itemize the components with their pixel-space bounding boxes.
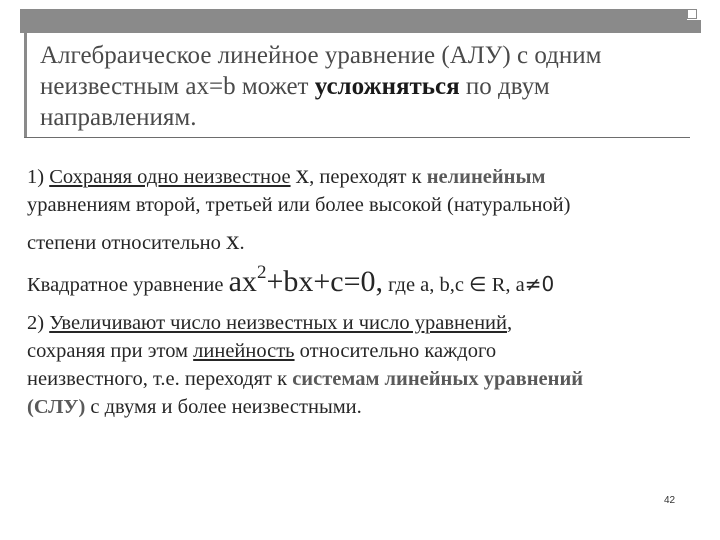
body-text: относительно каждого — [294, 340, 497, 362]
item-1 — [27, 160, 707, 219]
highlight-text: нелинейным — [426, 166, 546, 188]
item-1-line-1 — [27, 160, 707, 191]
condition-text: R, a — [486, 274, 525, 296]
corner-square-white — [687, 9, 697, 19]
item-number: 2) — [27, 312, 50, 334]
title-emphasis: усложняться — [314, 73, 460, 100]
item-number: 1) — [27, 166, 50, 188]
body-text: , — [507, 312, 513, 334]
body-text: сохраняя при этом — [27, 340, 194, 362]
underlined-text: линейность — [193, 340, 295, 362]
item-2-line-4 — [27, 393, 707, 421]
item-1-line-3 — [27, 227, 707, 256]
left-accent-bar — [24, 33, 27, 137]
highlight-text: системам линейных уравнений — [292, 368, 584, 390]
item-1-line-2: уравнениям второй, третьей или более высокой (натуральной) — [27, 194, 571, 216]
quadratic-equation-line — [27, 262, 707, 299]
variable-x: x — [295, 159, 310, 189]
corner-square-grey — [687, 20, 701, 33]
quadratic-label: Квадратное уравнение — [27, 274, 229, 296]
page-number: 42 — [664, 495, 676, 506]
title-text: по двум — [459, 73, 550, 100]
not-equal-symbol: ≠ — [524, 272, 542, 296]
item-2 — [27, 309, 707, 421]
body-text: . — [239, 232, 245, 254]
body-text: неизвестного, т.е. переходят к — [27, 368, 293, 390]
body-text: степени относительно — [27, 232, 227, 254]
title-line-1: Алгебраическое линейное уравнение (АЛУ) с одним — [40, 42, 602, 69]
formula-rest: +bx+c=0, — [266, 265, 384, 298]
item-2-line-3 — [27, 365, 707, 393]
title-line-3: направлениям. — [40, 104, 197, 131]
body-text: , переходят к — [309, 166, 427, 188]
item-2-line-2 — [27, 337, 707, 365]
header-bar — [20, 9, 687, 33]
slide-title — [40, 40, 690, 133]
title-line-2 — [40, 71, 690, 102]
highlight-text: (СЛУ) — [27, 396, 86, 418]
underlined-text: Сохраняя одно неизвестное — [49, 166, 291, 188]
title-divider — [24, 137, 690, 138]
zero-value: 0 — [541, 272, 555, 296]
formula-exponent: 2 — [256, 262, 267, 283]
condition-text: где a, b,c — [383, 274, 470, 296]
quadratic-formula — [228, 262, 384, 298]
formula-base: ax — [228, 265, 257, 298]
variable-x: x — [226, 225, 240, 255]
title-text: неизвестным ax=b может — [40, 73, 315, 100]
body-text: с двумя и более неизвестными. — [85, 396, 362, 418]
underlined-text: Увеличивают число неизвестных и число уравнений — [49, 312, 507, 334]
item-2-line-1 — [27, 309, 707, 337]
element-of-symbol: ∈ — [469, 272, 487, 296]
